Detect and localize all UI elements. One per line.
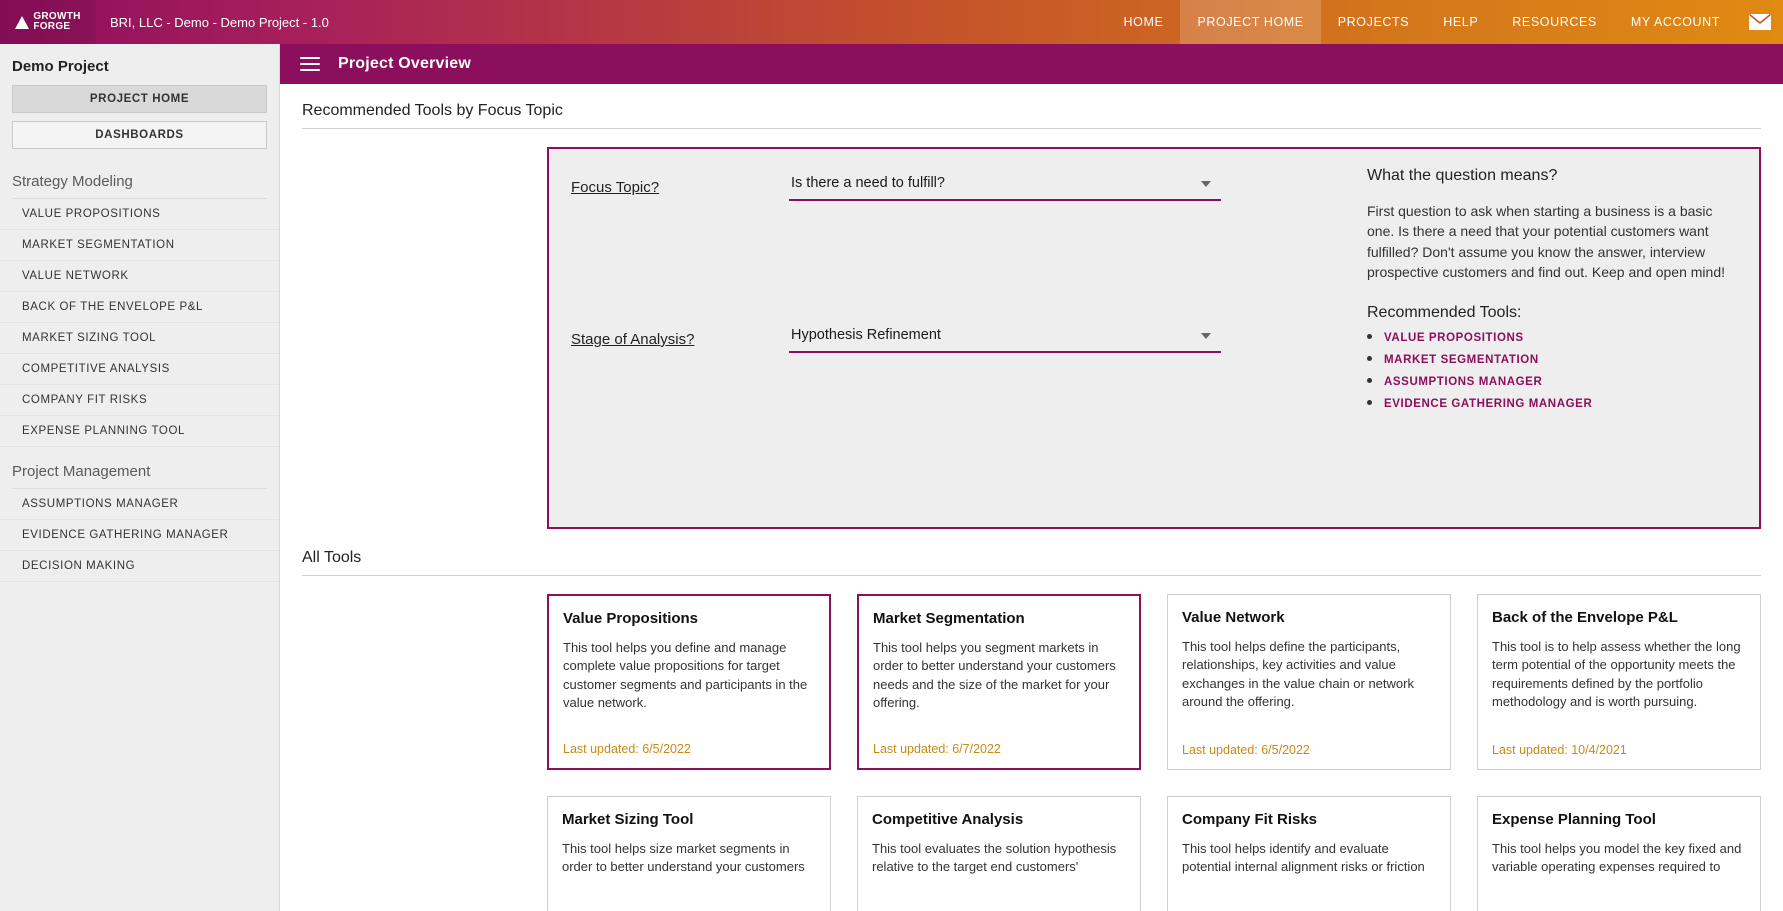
focus-topic-label: Focus Topic? — [571, 179, 660, 196]
sidebar-group-project-management: Project Management — [12, 463, 151, 480]
tool-card-title: Expense Planning Tool — [1492, 811, 1656, 828]
stage-of-analysis-value: Hypothesis Refinement — [791, 327, 941, 343]
nav-item-resources[interactable]: RESOURCES — [1512, 15, 1597, 29]
tools-grid — [547, 594, 1761, 911]
tool-card-competitive-analysis[interactable] — [857, 796, 1141, 911]
tool-card-description: This tool helps define the participants, relationships, key activities and value exchanges in the value chain or network around the offering. — [1182, 639, 1414, 710]
tool-card-description: This tool evaluates the solution hypothesis relative to the target end customers' — [872, 841, 1117, 875]
bullet-icon — [1367, 334, 1372, 339]
panel-form — [571, 167, 1337, 505]
list-item[interactable] — [1367, 354, 1737, 366]
sidebar-item-assumptions-manager[interactable]: ASSUMPTIONS MANAGER — [0, 489, 279, 520]
tool-card-company-fit-risks[interactable] — [1167, 796, 1451, 911]
tool-card-title: Competitive Analysis — [872, 811, 1024, 828]
tool-card-title: Back of the Envelope P&L — [1492, 609, 1678, 626]
tool-card-title: Market Segmentation — [873, 610, 1025, 627]
recommended-tool-link[interactable]: ASSUMPTIONS MANAGER — [1384, 376, 1543, 389]
tool-card-last-updated: Last updated: 6/7/2022 — [873, 742, 1001, 756]
question-meaning-title: What the question means? — [1367, 167, 1558, 184]
tool-card-description: This tool helps you segment markets in order to better understand your customers needs and the size of the market for your offering. — [873, 640, 1116, 711]
sidebar-item-value-network[interactable]: VALUE NETWORK — [0, 261, 279, 292]
sidebar-item-company-fit-risks[interactable]: COMPANY FIT RISKS — [0, 385, 279, 416]
nav-item-home[interactable]: HOME — [1123, 15, 1164, 29]
stage-of-analysis-label: Stage of Analysis? — [571, 331, 695, 348]
focus-topic-field-row — [571, 167, 1337, 201]
tool-card-market-sizing-tool[interactable] — [547, 796, 831, 911]
panel-explanation — [1357, 167, 1737, 505]
sidebar-item-decision-making[interactable]: DECISION MAKING — [0, 551, 279, 582]
nav-item-project-home[interactable]: PROJECT HOME — [1180, 0, 1320, 44]
focus-topic-value: Is there a need to fulfill? — [791, 175, 945, 191]
tool-card-description: This tool is to help assess whether the long term potential of the opportunity meets the requirements defined by the portfolio methodology and is worth pursuing. — [1492, 639, 1741, 710]
tool-card-title: Company Fit Risks — [1182, 811, 1318, 828]
all-tools-title: All Tools — [302, 549, 362, 566]
tool-card-last-updated: Last updated: 6/5/2022 — [563, 742, 691, 756]
recommended-tool-link[interactable]: MARKET SEGMENTATION — [1384, 354, 1539, 367]
main-content — [280, 44, 1783, 911]
envelope-icon[interactable] — [1737, 0, 1783, 44]
sidebar — [0, 44, 280, 911]
list-item[interactable] — [1367, 332, 1737, 344]
sidebar-button-dashboards[interactable]: DASHBOARDS — [12, 121, 267, 149]
hamburger-icon[interactable] — [300, 57, 320, 71]
focus-topic-select[interactable] — [789, 167, 1221, 201]
tool-card-title: Market Sizing Tool — [562, 811, 694, 828]
tool-card-description: This tool helps you model the key fixed and variable operating expenses required to — [1492, 841, 1742, 875]
recommended-tool-link[interactable]: EVIDENCE GATHERING MANAGER — [1384, 398, 1593, 411]
recommended-tools-panel — [547, 147, 1761, 529]
chevron-down-icon — [1201, 333, 1211, 339]
sidebar-item-value-propositions[interactable]: VALUE PROPOSITIONS — [0, 199, 279, 230]
sidebar-item-expense-planning-tool[interactable]: EXPENSE PLANNING TOOL — [0, 416, 279, 447]
form-spacer — [571, 201, 1337, 319]
stage-of-analysis-select[interactable] — [789, 319, 1221, 353]
sidebar-item-evidence-gathering-manager[interactable]: EVIDENCE GATHERING MANAGER — [0, 520, 279, 551]
tool-card-market-segmentation[interactable] — [857, 594, 1141, 770]
page-header — [280, 44, 1783, 84]
recommended-section-title: Recommended Tools by Focus Topic — [302, 102, 563, 119]
sidebar-group-strategy-modeling: Strategy Modeling — [12, 173, 133, 190]
sidebar-item-competitive-analysis[interactable]: COMPETITIVE ANALYSIS — [0, 354, 279, 385]
question-meaning-body: First question to ask when starting a business is a basic one. Is there a need that your potential customers want fulfilled? Don't assume you know the answer, interview prospective customers and find out. Keep and open mind! — [1367, 203, 1725, 280]
section-divider — [302, 575, 1761, 576]
tool-card-description: This tool helps size market segments in order to better understand your customers — [562, 841, 805, 875]
tool-card-back-of-the-envelope-pl[interactable] — [1477, 594, 1761, 770]
sidebar-project-title: Demo Project — [12, 58, 109, 75]
sidebar-item-market-sizing-tool[interactable]: MARKET SIZING TOOL — [0, 323, 279, 354]
logo-line1: GROWTH — [33, 11, 81, 22]
logo-line2: FORGE — [33, 21, 71, 32]
tool-card-value-propositions[interactable] — [547, 594, 831, 770]
tool-card-value-network[interactable] — [1167, 594, 1451, 770]
breadcrumb: BRI, LLC - Demo - Demo Project - 1.0 — [110, 14, 329, 30]
stage-field-row — [571, 319, 1337, 353]
tool-card-title: Value Network — [1182, 609, 1285, 626]
chevron-down-icon — [1201, 181, 1211, 187]
recommended-tool-link[interactable]: VALUE PROPOSITIONS — [1384, 332, 1524, 345]
recommended-tools-list — [1367, 332, 1737, 410]
bullet-icon — [1367, 378, 1372, 383]
top-bar — [0, 0, 1783, 44]
top-nav — [1107, 0, 1783, 44]
bullet-icon — [1367, 400, 1372, 405]
sidebar-button-project-home[interactable]: PROJECT HOME — [12, 85, 267, 113]
content-area — [280, 84, 1783, 911]
list-item[interactable] — [1367, 398, 1737, 410]
bullet-icon — [1367, 356, 1372, 361]
brand-logo[interactable] — [0, 0, 96, 44]
list-item[interactable] — [1367, 376, 1737, 388]
sidebar-item-market-segmentation[interactable]: MARKET SEGMENTATION — [0, 230, 279, 261]
tool-card-last-updated: Last updated: 10/4/2021 — [1492, 743, 1627, 757]
tool-card-title: Value Propositions — [563, 610, 699, 627]
section-divider — [302, 128, 1761, 129]
tool-card-description: This tool helps identify and evaluate potential internal alignment risks or friction — [1182, 841, 1425, 875]
page-title: Project Overview — [338, 55, 472, 72]
tool-card-description: This tool helps you define and manage complete value propositions for target customer segments and participants in the value network. — [563, 640, 808, 711]
logo-triangle-icon — [15, 16, 29, 29]
recommended-tools-title: Recommended Tools: — [1367, 304, 1522, 322]
nav-item-help[interactable]: HELP — [1443, 15, 1479, 29]
nav-item-my-account[interactable]: MY ACCOUNT — [1630, 15, 1720, 29]
nav-item-projects[interactable]: PROJECTS — [1337, 15, 1410, 29]
tool-card-last-updated: Last updated: 6/5/2022 — [1182, 743, 1310, 757]
tool-card-expense-planning-tool[interactable] — [1477, 796, 1761, 911]
sidebar-item-back-of-the-envelope-pl[interactable]: BACK OF THE ENVELOPE P&L — [0, 292, 279, 323]
